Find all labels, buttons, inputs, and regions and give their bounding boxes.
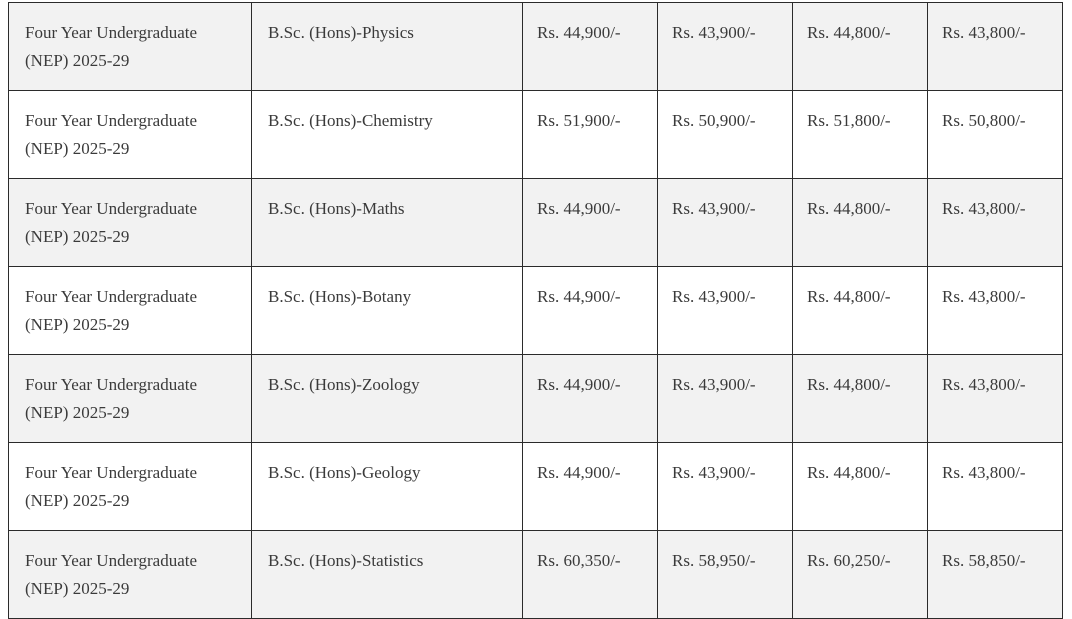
fee-cell: Rs. 43,800/- [928, 179, 1063, 267]
fee-cell: Rs. 44,800/- [793, 179, 928, 267]
fee-cell: Rs. 60,350/- [523, 531, 658, 619]
table-row [9, 3, 1063, 91]
course-cell: B.Sc. (Hons)-Physics [252, 3, 523, 91]
program-batch: (NEP) 2025-29 [25, 491, 130, 510]
course-cell: B.Sc. (Hons)-Chemistry [252, 91, 523, 179]
fee-cell: Rs. 44,900/- [523, 179, 658, 267]
fee-cell: Rs. 43,900/- [658, 3, 793, 91]
fee-cell: Rs. 43,900/- [658, 179, 793, 267]
program-cell [9, 531, 252, 619]
course-cell: B.Sc. (Hons)-Maths [252, 179, 523, 267]
fee-cell: Rs. 43,800/- [928, 3, 1063, 91]
fee-cell: Rs. 44,800/- [793, 267, 928, 355]
fee-cell: Rs. 43,800/- [928, 267, 1063, 355]
program-name: Four Year Undergraduate [25, 551, 198, 570]
program-name: Four Year Undergraduate [25, 287, 198, 306]
program-cell [9, 443, 252, 531]
fee-cell: Rs. 50,800/- [928, 91, 1063, 179]
course-cell: B.Sc. (Hons)-Geology [252, 443, 523, 531]
fee-cell: Rs. 43,900/- [658, 443, 793, 531]
fee-cell: Rs. 50,900/- [658, 91, 793, 179]
program-batch: (NEP) 2025-29 [25, 315, 130, 334]
fee-cell: Rs. 43,900/- [658, 267, 793, 355]
fee-cell: Rs. 44,900/- [523, 443, 658, 531]
fee-cell: Rs. 60,250/- [793, 531, 928, 619]
fee-cell: Rs. 43,800/- [928, 355, 1063, 443]
program-batch: (NEP) 2025-29 [25, 51, 130, 70]
fee-cell: Rs. 44,900/- [523, 267, 658, 355]
program-cell [9, 267, 252, 355]
program-batch: (NEP) 2025-29 [25, 139, 130, 158]
fee-cell: Rs. 44,900/- [523, 355, 658, 443]
course-cell: B.Sc. (Hons)-Zoology [252, 355, 523, 443]
program-batch: (NEP) 2025-29 [25, 579, 130, 598]
fee-cell: Rs. 44,900/- [523, 3, 658, 91]
fee-cell: Rs. 58,850/- [928, 531, 1063, 619]
program-batch: (NEP) 2025-29 [25, 227, 130, 246]
fee-table [8, 2, 1063, 619]
program-name: Four Year Undergraduate [25, 199, 198, 218]
program-name: Four Year Undergraduate [25, 375, 198, 394]
table-row [9, 443, 1063, 531]
table-row [9, 179, 1063, 267]
course-cell: B.Sc. (Hons)-Statistics [252, 531, 523, 619]
fee-cell: Rs. 44,800/- [793, 3, 928, 91]
program-name: Four Year Undergraduate [25, 111, 198, 130]
program-name: Four Year Undergraduate [25, 23, 198, 42]
program-cell [9, 91, 252, 179]
program-batch: (NEP) 2025-29 [25, 403, 130, 422]
fee-cell: Rs. 43,900/- [658, 355, 793, 443]
fee-cell: Rs. 58,950/- [658, 531, 793, 619]
program-cell [9, 355, 252, 443]
course-cell: B.Sc. (Hons)-Botany [252, 267, 523, 355]
fee-cell: Rs. 51,900/- [523, 91, 658, 179]
table-row [9, 91, 1063, 179]
fee-cell: Rs. 43,800/- [928, 443, 1063, 531]
fee-cell: Rs. 51,800/- [793, 91, 928, 179]
table-row [9, 267, 1063, 355]
table-row [9, 355, 1063, 443]
program-name: Four Year Undergraduate [25, 463, 198, 482]
program-cell [9, 3, 252, 91]
fee-cell: Rs. 44,800/- [793, 355, 928, 443]
fee-cell: Rs. 44,800/- [793, 443, 928, 531]
program-cell [9, 179, 252, 267]
table-row [9, 531, 1063, 619]
